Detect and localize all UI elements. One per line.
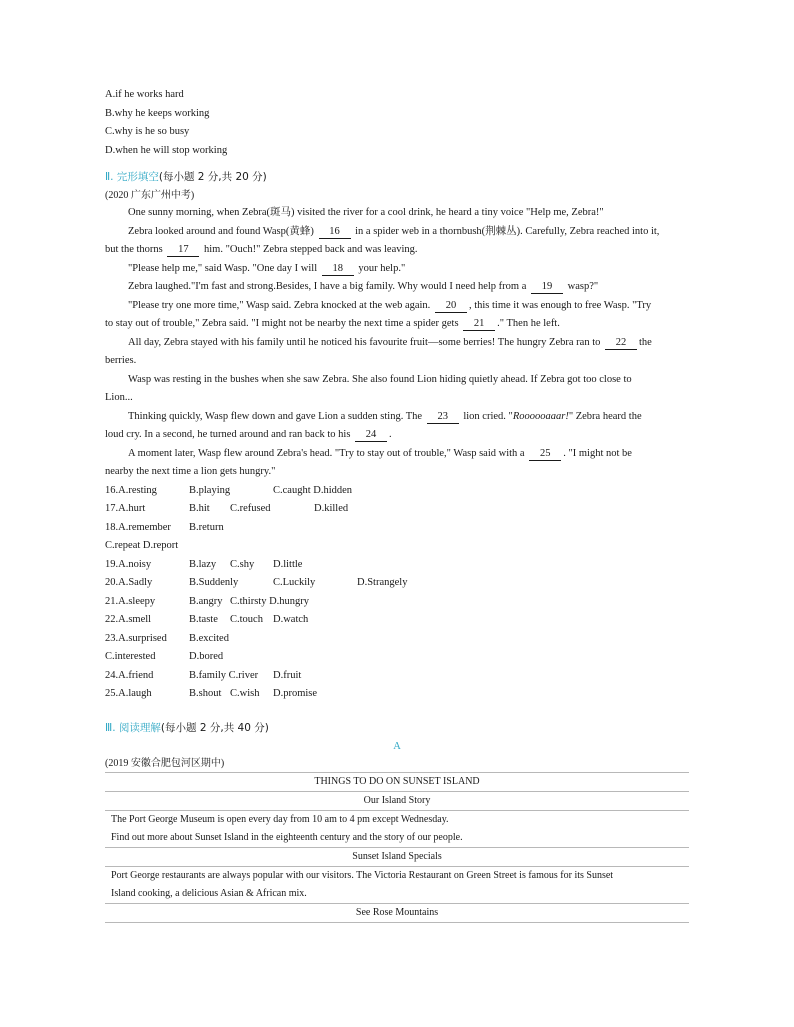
choice: D.little <box>273 558 303 570</box>
part-label: A <box>393 740 401 752</box>
blank-20: 20 <box>435 299 467 313</box>
question-21 <box>105 593 689 612</box>
choice: 24.A.friend <box>105 669 154 681</box>
roar-text: Roooooaaar! <box>512 410 569 422</box>
passage-text: , this time it was enough to free Wasp. "Try <box>468 299 652 311</box>
choice: D.bored <box>189 651 224 662</box>
choice: C.interested <box>105 651 156 662</box>
option-d: D.when he will stop working <box>105 144 228 156</box>
table-section-head <box>105 791 689 810</box>
passage-text: " Zebra heard the <box>568 410 642 422</box>
blank-25: 25 <box>529 447 561 461</box>
passage-line: nearby the next time a lion gets hungry." <box>105 466 276 477</box>
passage-line <box>105 241 689 260</box>
section-3-title: 阅读理解 <box>118 721 161 734</box>
passage-line <box>105 445 689 464</box>
choice: C.shy <box>230 558 255 570</box>
passage-text: the <box>639 336 652 348</box>
choice: C.touch <box>230 614 263 625</box>
passage-line <box>105 426 689 445</box>
question-20 <box>105 574 689 593</box>
choice: B.lazy <box>189 558 217 570</box>
document-page <box>105 86 689 923</box>
section-2-numeral: Ⅱ. <box>105 171 114 183</box>
question-25 <box>105 685 689 704</box>
blank-24: 24 <box>355 428 387 442</box>
table-cell: The Port George Museum is open every day from 10 am to 4 pm except Wednesday. <box>111 813 449 825</box>
question-18-cont: C.repeat D.report <box>105 540 179 551</box>
passage-text: to stay out of trouble," Zebra said. "I might not be nearby the next time a spider gets <box>105 318 459 329</box>
question-17 <box>105 500 689 519</box>
table-section-title: Our Island Story <box>105 791 689 810</box>
choice: C.caught D.hidden <box>273 484 353 496</box>
choice: B.family C.river <box>189 669 259 681</box>
section-2-source: (2020 广东广州中考) <box>105 190 195 201</box>
blank-23: 23 <box>427 410 459 424</box>
passage-text: . <box>389 429 392 440</box>
question-19 <box>105 556 689 575</box>
passage-text: but the thorns <box>105 244 163 255</box>
choice: C.thirsty D.hungry <box>230 595 310 607</box>
table-row <box>105 866 689 885</box>
passage-text: him. "Ouch!" Zebra stepped back and was leaving. <box>204 244 418 255</box>
question-24 <box>105 667 689 686</box>
choice: B.hit <box>189 503 210 514</box>
passage-text: Thinking quickly, Wasp flew down and gave Lion a sudden sting. The <box>128 410 423 422</box>
passage-line: Lion... <box>105 392 133 403</box>
section-3-note: (每小题 2 分,共 40 分) <box>160 721 269 734</box>
blank-19: 19 <box>531 280 563 294</box>
choice: B.return <box>189 521 224 533</box>
choice: 22.A.smell <box>105 614 152 625</box>
passage-text: ." Then he left. <box>497 318 560 329</box>
choice: C.wish <box>230 688 260 699</box>
passage-line: Wasp was resting in the bushes when she saw Zebra. She also found Lion hiding quietly ahead. If Zebra got too close to <box>128 373 632 385</box>
section-2-heading <box>105 167 689 187</box>
passage-text: your help." <box>358 262 406 274</box>
table-section-head <box>105 903 689 922</box>
passage-line: One sunny morning, when Zebra(斑马) visited the river for a cool drink, he heard a tiny voice "Help me, Zebra!" <box>128 207 604 218</box>
choice: D.promise <box>273 688 318 699</box>
passage-line <box>105 315 689 334</box>
info-table <box>105 772 689 923</box>
table-title: THINGS TO DO ON SUNSET ISLAND <box>105 772 689 791</box>
blank-21: 21 <box>463 317 495 331</box>
passage-text: "Please help me," said Wasp. "One day I will <box>128 262 318 274</box>
passage-text: A moment later, Wasp flew around Zebra's head. "Try to stay out of trouble," Wasp said with a <box>128 447 525 459</box>
choice: B.angry <box>189 595 223 607</box>
table-cell: Find out more about Sunset Island in the eighteenth century and the story of our people. <box>111 831 463 843</box>
passage-line <box>105 278 689 297</box>
choice: C.Luckily <box>273 577 316 588</box>
table-row <box>105 810 689 829</box>
question-22 <box>105 611 689 630</box>
passage-text: . "I might not be <box>563 447 632 459</box>
choice: B.taste <box>189 614 218 625</box>
choice: D.fruit <box>273 669 302 681</box>
table-title-row <box>105 772 689 791</box>
passage-text: Zebra looked around and found Wasp(黄蜂) <box>128 225 314 237</box>
section-3-numeral: Ⅲ. <box>105 721 116 734</box>
option-c: C.why is he so busy <box>105 126 190 137</box>
table-row <box>105 829 689 848</box>
choice: 25.A.laugh <box>105 688 152 699</box>
choice: B.excited <box>189 632 229 644</box>
choice: B.Suddenly <box>189 577 239 588</box>
table-section-title: Sunset Island Specials <box>105 847 689 866</box>
table-cell: Island cooking, a delicious Asian & African mix. <box>111 887 307 899</box>
passage-text: loud cry. In a second, he turned around and ran back to his <box>105 429 351 440</box>
choice: 18.A.remember <box>105 521 171 533</box>
question-18 <box>105 519 689 538</box>
passage-line <box>105 260 689 279</box>
passage-line <box>105 223 689 242</box>
blank-16: 16 <box>319 225 351 239</box>
choice: 17.A.hurt <box>105 503 146 514</box>
option-b: B.why he keeps working <box>105 107 210 119</box>
question-23 <box>105 630 689 649</box>
table-section-title: See Rose Mountains <box>105 903 689 922</box>
table-section-head <box>105 847 689 866</box>
section-3-heading <box>105 718 689 738</box>
passage-text: Zebra laughed."I'm fast and strong.Besides, I have a big family. Why would I need help from a <box>128 281 527 292</box>
table-cell: Port George restaurants are always popular with our visitors. The Victoria Restaurant on Green Street is famous for its Sunset <box>111 869 614 881</box>
blank-18: 18 <box>322 262 354 276</box>
choice: D.Strangely <box>357 577 408 588</box>
choice: 19.A.noisy <box>105 558 152 570</box>
choice: D.watch <box>273 614 309 625</box>
passage-text: in a spider web in a thornbush(荆棘丛). Carefully, Zebra reached into it, <box>355 225 660 237</box>
section-2-note: (每小题 2 分,共 20 分) <box>158 171 267 183</box>
passage-line <box>105 297 689 316</box>
passage-text: "Please try one more time," Wasp said. Zebra knocked at the web again. <box>128 299 431 311</box>
blank-17: 17 <box>167 243 199 257</box>
table-row <box>105 885 689 904</box>
passage-text: wasp?" <box>567 281 599 292</box>
blank-22: 22 <box>605 336 637 350</box>
section-3-source: (2019 安徽合肥包河区期中) <box>105 757 225 769</box>
choice: 21.A.sleepy <box>105 595 156 607</box>
passage-text: All day, Zebra stayed with his family until he noticed his favourite fruit—some berries! The hungry Zebra ran to <box>128 336 601 348</box>
passage-line: berries. <box>105 355 137 366</box>
choice: C.refused <box>230 503 271 514</box>
choice: B.shout <box>189 688 222 699</box>
passage-text: lion cried. " <box>463 410 513 422</box>
choice: 23.A.surprised <box>105 632 167 644</box>
choice: D.killed <box>314 503 349 514</box>
passage-line <box>105 334 689 353</box>
question-16 <box>105 482 689 501</box>
option-a: A.if he works hard <box>105 89 184 100</box>
choice: 20.A.Sadly <box>105 577 153 588</box>
choice: 16.A.resting <box>105 484 157 496</box>
passage-line <box>105 408 689 427</box>
section-2-title: 完形填空 <box>116 171 159 183</box>
question-23-cont <box>105 648 689 667</box>
choice: B.playing <box>189 484 231 496</box>
